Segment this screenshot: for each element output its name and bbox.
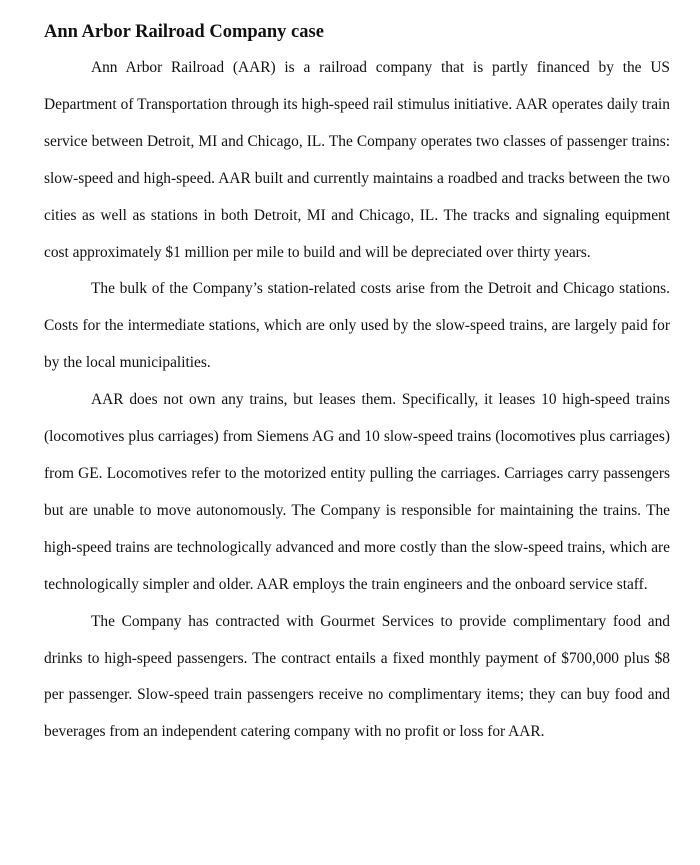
document-page [44, 18, 670, 751]
paragraph-1: Ann Arbor Railroad (AAR) is a railroad company that is partly financed by the US Department of Transportation through its high-speed rail stimulus initiative. AAR operates daily train service between Detroit, MI and Chicago, IL. The Company operates two classes of passenger trains: slow-speed and high-speed. AAR built and currently maintains a roadbed and tracks between the two cities as well as stations in both Detroit, MI and Chicago, IL. The tracks and signaling equipment cost approximately $1 million per mile to build and will be depreciated over thirty years. [44, 59, 670, 261]
paragraph-3: AAR does not own any trains, but leases them. Specifically, it leases 10 high-speed trains (locomotives plus carriages) from Siemens AG and 10 slow-speed trains (locomotives plus carriages) from GE. Locomotives refer to the motorized entity pulling the carriages. Carriages carry passengers but are unable to move autonomously. The Company is responsible for maintaining the trains. The high-speed trains are technologically advanced and more costly than the slow-speed trains, which are technologically simpler and older. AAR employs the train engineers and the onboard service staff. [44, 391, 670, 593]
document-title: Ann Arbor Railroad Company case [44, 22, 324, 42]
paragraph-4: The Company has contracted with Gourmet Services to provide complimentary food and drinks to high-speed passengers. The contract entails a fixed monthly payment of $700,000 plus $8 per passenger. Slow-speed train passengers receive no complimentary items; they can buy food and beverages from an independent catering company with no profit or loss for AAR. [44, 612, 670, 741]
paragraph-2: The bulk of the Company’s station-related costs arise from the Detroit and Chicago stations. Costs for the intermediate stations, which are only used by the slow-speed trains, are largely paid for by the local municipalities. [44, 280, 670, 372]
